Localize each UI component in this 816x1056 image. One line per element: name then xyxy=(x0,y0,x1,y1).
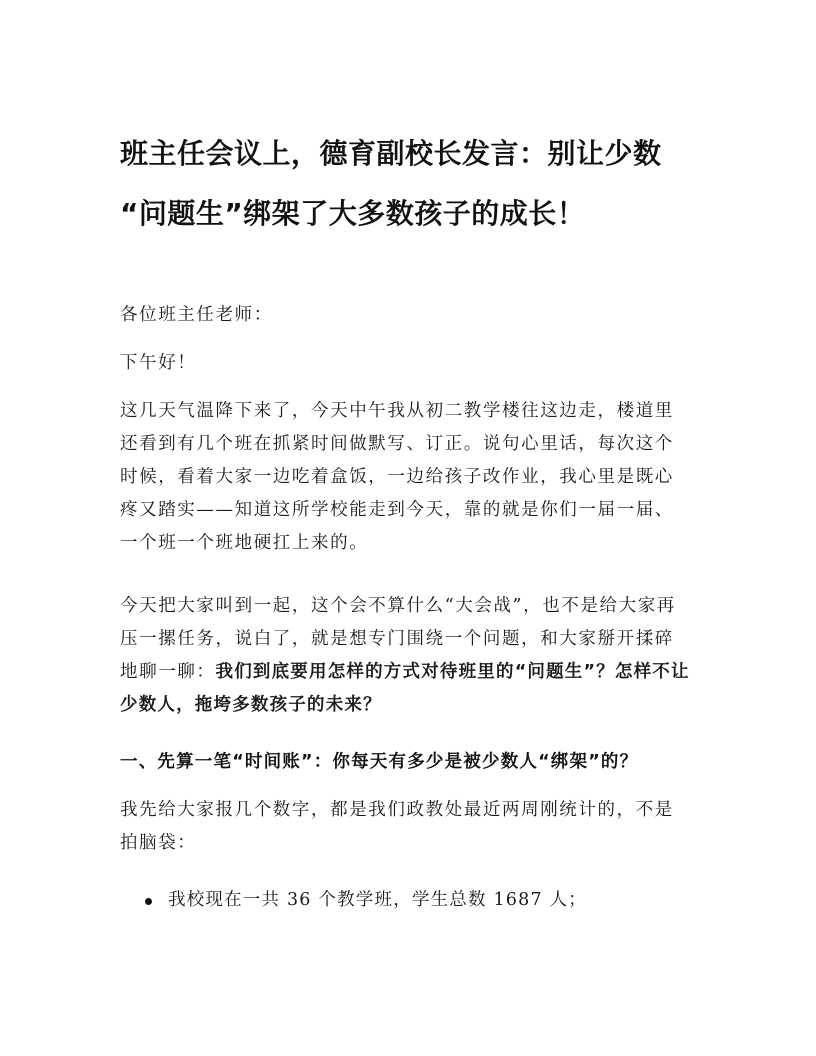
paragraph-1 xyxy=(120,395,690,560)
title-line-1: 班主任会议上，德育副校长发言：别让少数 xyxy=(120,137,662,170)
paragraph-1-text: 这几天气温降下来了，今天中午我从初二教学楼往这边走，楼道里还看到有几个班在抓紧时间做默写、订正。说句心里话，每次这个时候，看着大家一边吃着盒饭，一边给孩子改作业，我心里是既心疼又踏实——知道这所学校能走到今天，靠的就是你们一届一届、一个班一个班地硬扛上来的。 xyxy=(120,401,674,553)
list-item xyxy=(120,884,587,917)
title-line-2: “问题生”绑架了大多数孩子的成长！ xyxy=(120,197,586,230)
greeting xyxy=(120,347,690,380)
document-title xyxy=(120,124,700,244)
section-1-heading: 一、先算一笔“时间账”：你每天有多少是被少数人“绑架”的？ xyxy=(120,752,639,772)
paragraph-2-normal: 今天把大家叫到一起，这个会不算什么“大会战”，也不是给大家再压一摞任务，说白了，就是想专门围绕一个问题，和大家掰开揉碎地聊一聊： xyxy=(120,596,676,682)
list-item-text: 我校现在一共 36 个教学班，学生总数 1687 人； xyxy=(168,890,587,910)
salutation-text: 各位班主任老师： xyxy=(120,305,273,325)
paragraph-3-text: 我先给大家报几个数字，都是我们政教处最近两周刚统计的，不是拍脑袋： xyxy=(120,800,674,853)
paragraph-3 xyxy=(120,794,690,860)
paragraph-2-text xyxy=(120,590,690,722)
bullet-icon xyxy=(145,898,152,905)
paragraph-2-bold: 我们到底要用怎样的方式对待班里的“问题生”？怎样不让少数人，拖垮多数孩子的未来？ xyxy=(120,662,690,715)
stats-list xyxy=(120,884,587,917)
salutation xyxy=(120,299,690,332)
paragraph-2 xyxy=(120,590,690,722)
greeting-text: 下午好！ xyxy=(120,353,197,373)
